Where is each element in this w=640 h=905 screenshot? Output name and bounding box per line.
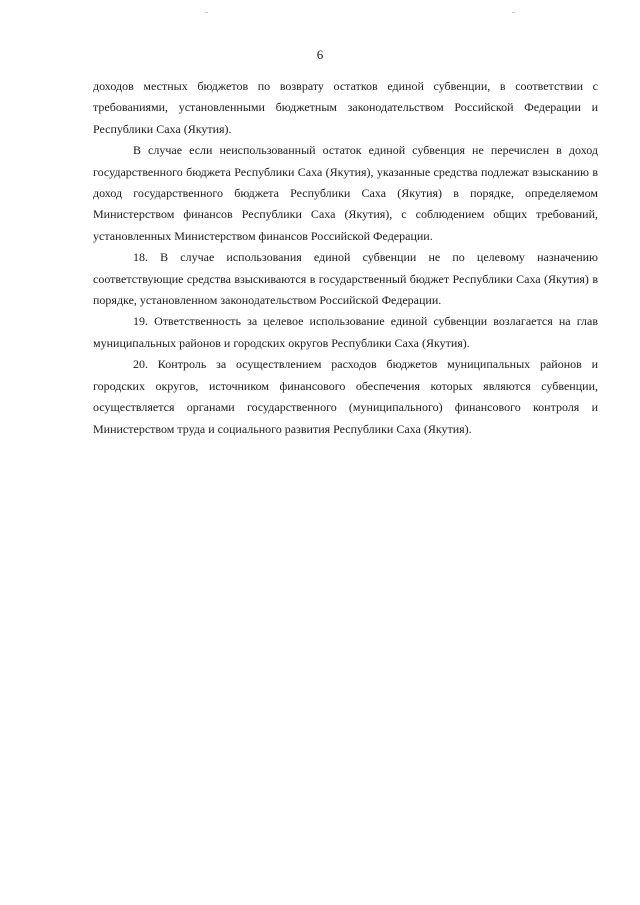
document-body: [93, 76, 598, 440]
paragraph-item-19: 19. Ответственность за целевое использование единой субвенции возлагается на глав муниципальных районов и городских округов Республики Саха (Якутия).: [93, 314, 598, 350]
paragraph-unused-balance: В случае если неиспользованный остаток единой субвенция не перечислен в доход государственного бюджета Республики Саха (Якутия), указанные средства подлежат взысканию в доход государственного бюджета Республики Саха (Якутия) в порядке, определяемом Министерством финансов Республики Саха (Якутия), с соблюдением общих требований, установленных Министерством финансов Российской Федерации.: [93, 143, 598, 243]
paragraph-item-20: 20. Контроль за осуществлением расходов бюджетов муниципальных районов и городских округов, источником финансового обеспечения которых являются субвенции, осуществляется органами государственного (муниципального) финансового контроля и Министерством труда и социального развития Республики Саха (Якутия).: [93, 357, 598, 436]
paragraph-item-18: 18. В случае использования единой субвенции не по целевому назначению соответствующие средства взыскиваются в государственный бюджет Республики Саха (Якутия) в порядке, установленном законодательством Российской Федерации.: [93, 250, 598, 308]
page-number: 6: [316, 47, 324, 62]
scan-artifact-left: [205, 12, 208, 13]
scan-artifact-right: [512, 12, 515, 13]
paragraph-continuation: доходов местных бюджетов по возврату остатков единой субвенции, в соответствии с требованиями, установленными бюджетным законодательством Российской Федерации и Республики Саха (Якутия).: [93, 79, 598, 136]
